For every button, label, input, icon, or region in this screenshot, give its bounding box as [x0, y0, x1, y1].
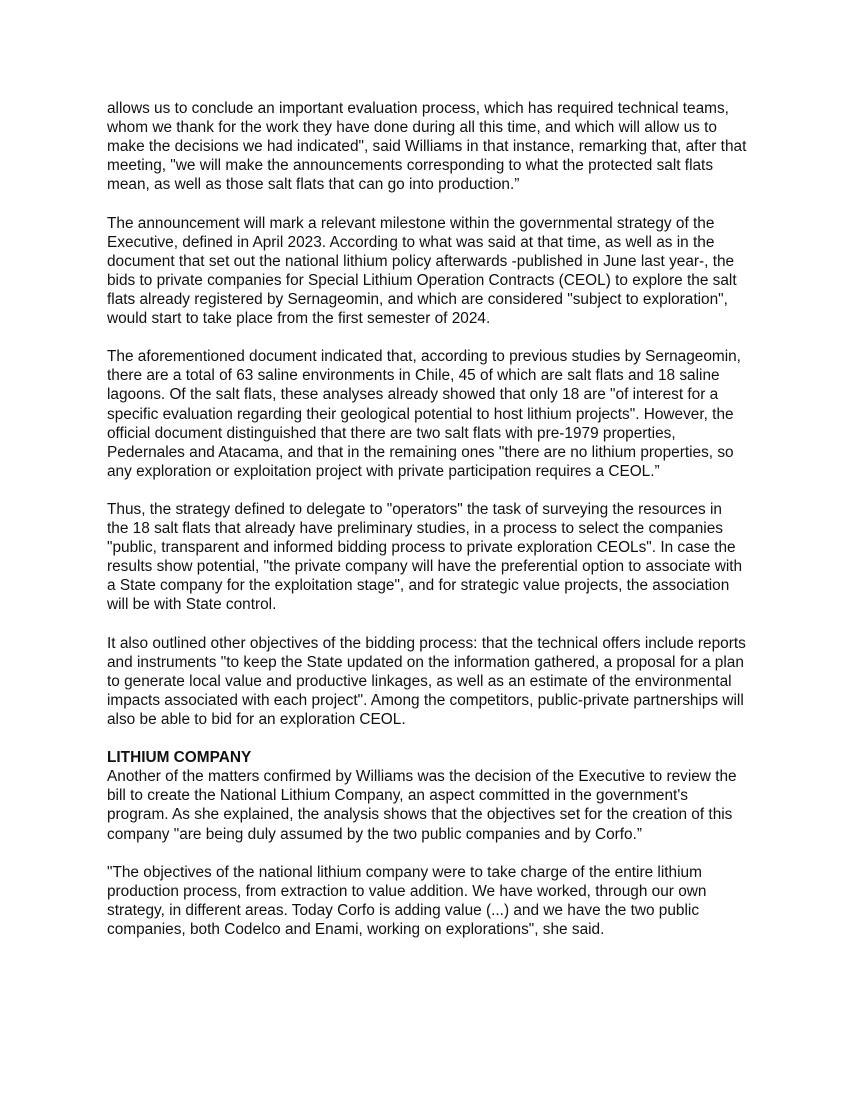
paragraph-national-lithium-company: Another of the matters confirmed by Williams was the decision of the Executive to review the bill to create the National Lithium Company, an aspect committed in the government's program. As she explained, the analysis shows that the objectives set for the creation of this company "are being duly assumed by the two public companies and by Corfo.” — [107, 768, 737, 843]
paragraph-bidding-objectives: It also outlined other objectives of the bidding process: that the technical offers include reports and instruments "to keep the State updated on the information gathered, a proposal for a plan to generate local value and productive linkages, as well as an estimate of the environmental impacts associated with each project". Among the competitors, public-private partnerships will also be able to bid for an exploration CEOL. — [107, 634, 746, 728]
paragraph-strategy-operators: Thus, the strategy defined to delegate to "operators" the task of surveying the resources in the 18 salt flats that already have preliminary studies, in a process to select the companies "public, transparent and informed bidding process to private exploration CEOLs". In case the results show potential, "the private company will have the preferential option to associate with a State company for the exploitation stage", and for strategic value projects, the association will be with State control. — [107, 500, 743, 614]
paragraph-saline-environments: The aforementioned document indicated that, according to previous studies by Sernageomin, there are a total of 63 saline environments in Chile, 45 of which are salt flats and 18 saline lagoons. Of the salt flats, these analyses already showed that only 18 are "of interest for a specific evaluation regarding their geological potential to host lithium projects". However, the official document distinguished that there are two salt flats with pre-1979 properties, Pedernales and Atacama, and that in the remaining ones "there are no lithium properties, so any exploration or exploitation project with private participation requires a CEOL.” — [107, 348, 741, 480]
document-page — [107, 99, 747, 958]
paragraph-evaluation-process: allows us to conclude an important evaluation process, which has required technical teams, whom we thank for the work they have done during all this time, and which will allow us to make the decisions we had indicated", said Williams in that instance, remarking that, after that meeting, "we will make the announcements corresponding to what the protected salt flats mean, as well as those salt flats that can go into production.” — [107, 100, 747, 194]
paragraph-announcement-milestone: The announcement will mark a relevant milestone within the governmental strategy of the Executive, defined in April 2023. According to what was said at that time, as well as in the document that set out the national lithium policy afterwards -published in June last year-, the bids to private companies for Special Lithium Operation Contracts (CEOL) to explore the salt flats already registered by Sernageomin, and which are considered "subject to exploration", would start to take place from the first semester of 2024. — [107, 214, 737, 328]
paragraph-williams-quote: "The objectives of the national lithium company were to take charge of the entire lithium production process, from extraction to value addition. We have worked, through our own strategy, in different areas. Today Corfo is adding value (...) and we have the two public companies, both Codelco and Enami, working on explorations", she said. — [107, 863, 707, 939]
section-heading-lithium-company: LITHIUM COMPANY — [107, 749, 252, 767]
